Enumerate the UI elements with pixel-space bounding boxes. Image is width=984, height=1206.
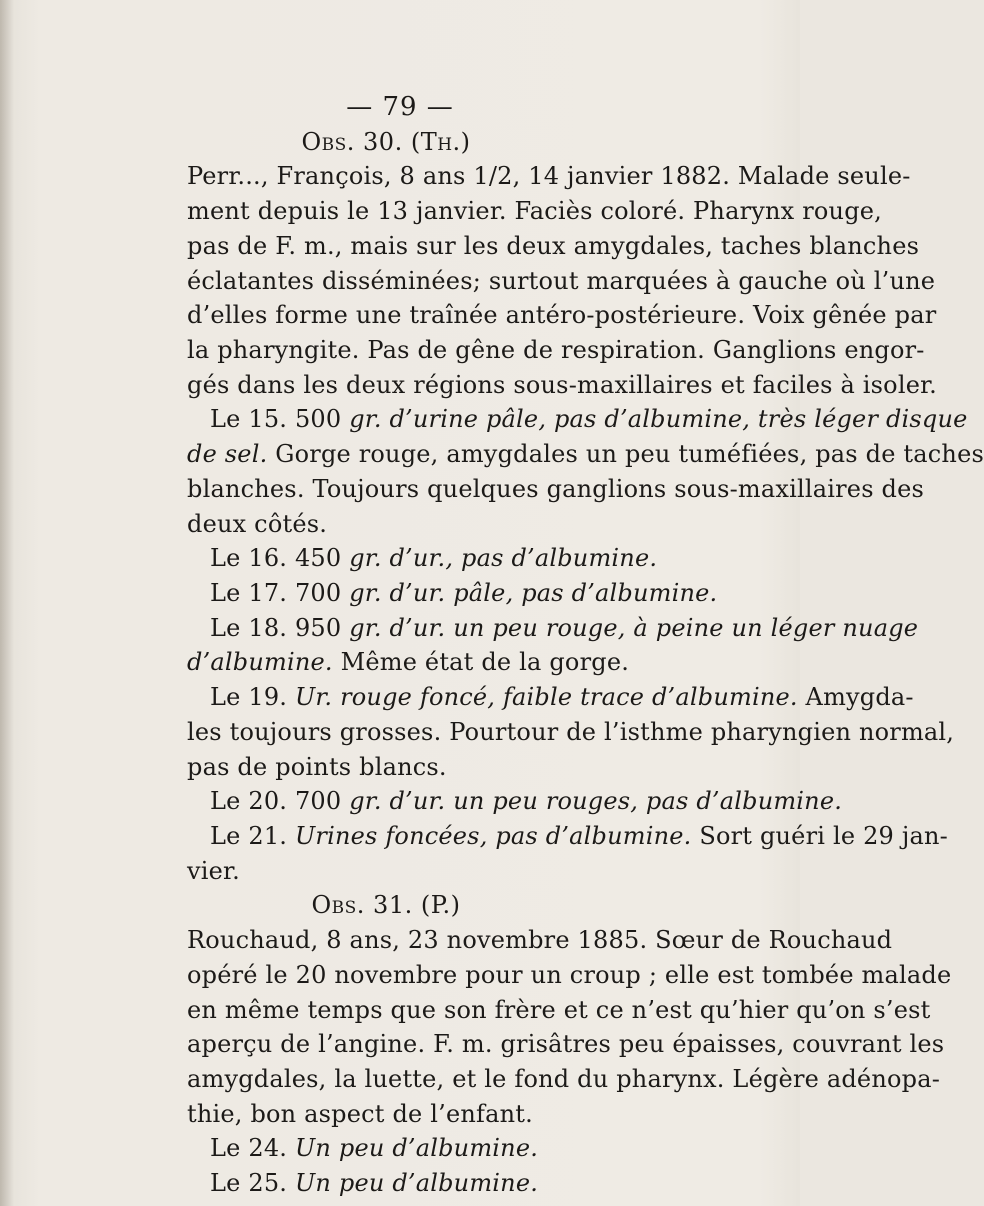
entry-le25-date: Le 25. bbox=[210, 1169, 295, 1197]
entry-le19-line-2: les toujours grosses. Pourtour de l’isthme pharyngien normal, bbox=[187, 717, 955, 746]
entry-le17-italic: gr. d’ur. pâle, pas d’albumine. bbox=[349, 578, 718, 607]
obs31-line-6: thie, bon aspect de l’enfant. bbox=[187, 1099, 533, 1128]
entry-le15-line-2 bbox=[187, 439, 984, 469]
obs31-line-3: en même temps que son frère et ce n’est qu’hier qu’on s’est bbox=[187, 995, 931, 1024]
entry-le18-italic-2: d’albumine. bbox=[187, 648, 333, 677]
entry-le21-date: Le 21. bbox=[210, 821, 295, 850]
entry-le20-italic: gr. d’ur. un peu rouges, pas d’albumine. bbox=[349, 787, 843, 816]
entry-le24-italic: Un peu d’albumine. bbox=[294, 1134, 539, 1163]
entry-le15-date: Le 15. 500 bbox=[210, 405, 350, 434]
entry-le19-line-1 bbox=[210, 682, 914, 712]
obs31-heading: Obs. 31. (P.) bbox=[311, 891, 461, 920]
obs31-line-5: amygdales, la luette, et le fond du pharynx. Légère adénopa- bbox=[187, 1064, 941, 1093]
entry-le20 bbox=[210, 786, 842, 816]
obs30-line-4: éclatantes disséminées; surtout marquées à gauche où l’une bbox=[187, 266, 936, 295]
entry-le19-date: Le 19. bbox=[210, 683, 295, 712]
entry-le17 bbox=[210, 578, 717, 608]
entry-le21-italic: Urines foncées, pas d’albumine. bbox=[294, 821, 692, 850]
obs31-line-4: aperçu de l’angine. F. m. grisâtres peu épaisses, couvrant les bbox=[187, 1030, 945, 1059]
entry-le25 bbox=[210, 1168, 538, 1198]
obs30-heading: Obs. 30. (Th.) bbox=[301, 127, 471, 156]
entry-le25-italic: Un peu d’albumine. bbox=[294, 1169, 539, 1197]
entry-le21-line-1 bbox=[210, 821, 948, 851]
obs30-line-2: ment depuis le 13 janvier. Faciès coloré. Pharynx rouge, bbox=[187, 197, 883, 226]
entry-le18-line-2 bbox=[187, 647, 629, 677]
entry-le24 bbox=[210, 1133, 538, 1163]
obs31-line-2: opéré le 20 novembre pour un croup ; elle est tombée malade bbox=[187, 960, 952, 989]
entry-le15-line-3: blanches. Toujours quelques ganglions sous-maxillaires des bbox=[187, 474, 925, 503]
entry-le15-italic: gr. d’urine pâle, pas d’albumine, très léger disque bbox=[349, 405, 968, 434]
obs30-line-5: d’elles forme une traînée antéro-postérieure. Voix gênée par bbox=[187, 301, 937, 330]
entry-le18-date: Le 18. 950 bbox=[210, 613, 350, 642]
entry-le17-date: Le 17. 700 bbox=[210, 578, 350, 607]
entry-le21-text: Sort guéri le 29 jan- bbox=[691, 821, 948, 850]
entry-le16-italic: gr. d’ur., pas d’albumine. bbox=[349, 544, 658, 573]
entry-le24-date: Le 24. bbox=[210, 1134, 295, 1163]
entry-le18-italic: gr. d’ur. un peu rouge, à peine un léger nuage bbox=[349, 613, 919, 642]
obs30-line-6: la pharyngite. Pas de gêne de respiration. Ganglions engor- bbox=[187, 336, 925, 364]
entry-le19-text: Amygda- bbox=[797, 683, 914, 712]
entry-le19-italic: Ur. rouge foncé, faible trace d’albumine. bbox=[294, 683, 798, 712]
entry-le15-line-1 bbox=[210, 404, 968, 434]
entry-le20-date: Le 20. 700 bbox=[210, 787, 350, 816]
entry-le18-text: Même état de la gorge. bbox=[332, 648, 630, 677]
obs30-line-3: pas de F. m., mais sur les deux amygdales, taches blanches bbox=[187, 231, 920, 260]
obs30-line-1: Perr..., François, 8 ans 1/2, 14 janvier 1882. Malade seule- bbox=[187, 162, 911, 191]
obs31-line-1: Rouchaud, 8 ans, 23 novembre 1885. Sœur de Rouchaud bbox=[187, 926, 893, 954]
entry-le16 bbox=[210, 543, 657, 573]
page-number: — 79 — bbox=[346, 92, 454, 122]
entry-le15-text: Gorge rouge, amygdales un peu tuméfiées, pas de taches bbox=[267, 440, 984, 469]
entry-le16-date: Le 16. 450 bbox=[210, 544, 350, 573]
entry-le19-line-3: pas de points blancs. bbox=[187, 752, 447, 781]
entry-le21-line-2: vier. bbox=[187, 856, 240, 885]
entry-le15-line-4: deux côtés. bbox=[187, 509, 328, 538]
entry-le18-line-1 bbox=[210, 613, 918, 643]
entry-le15-italic-2: de sel. bbox=[187, 440, 268, 469]
obs30-line-7: gés dans les deux régions sous-maxillaires et faciles à isoler. bbox=[187, 370, 937, 399]
